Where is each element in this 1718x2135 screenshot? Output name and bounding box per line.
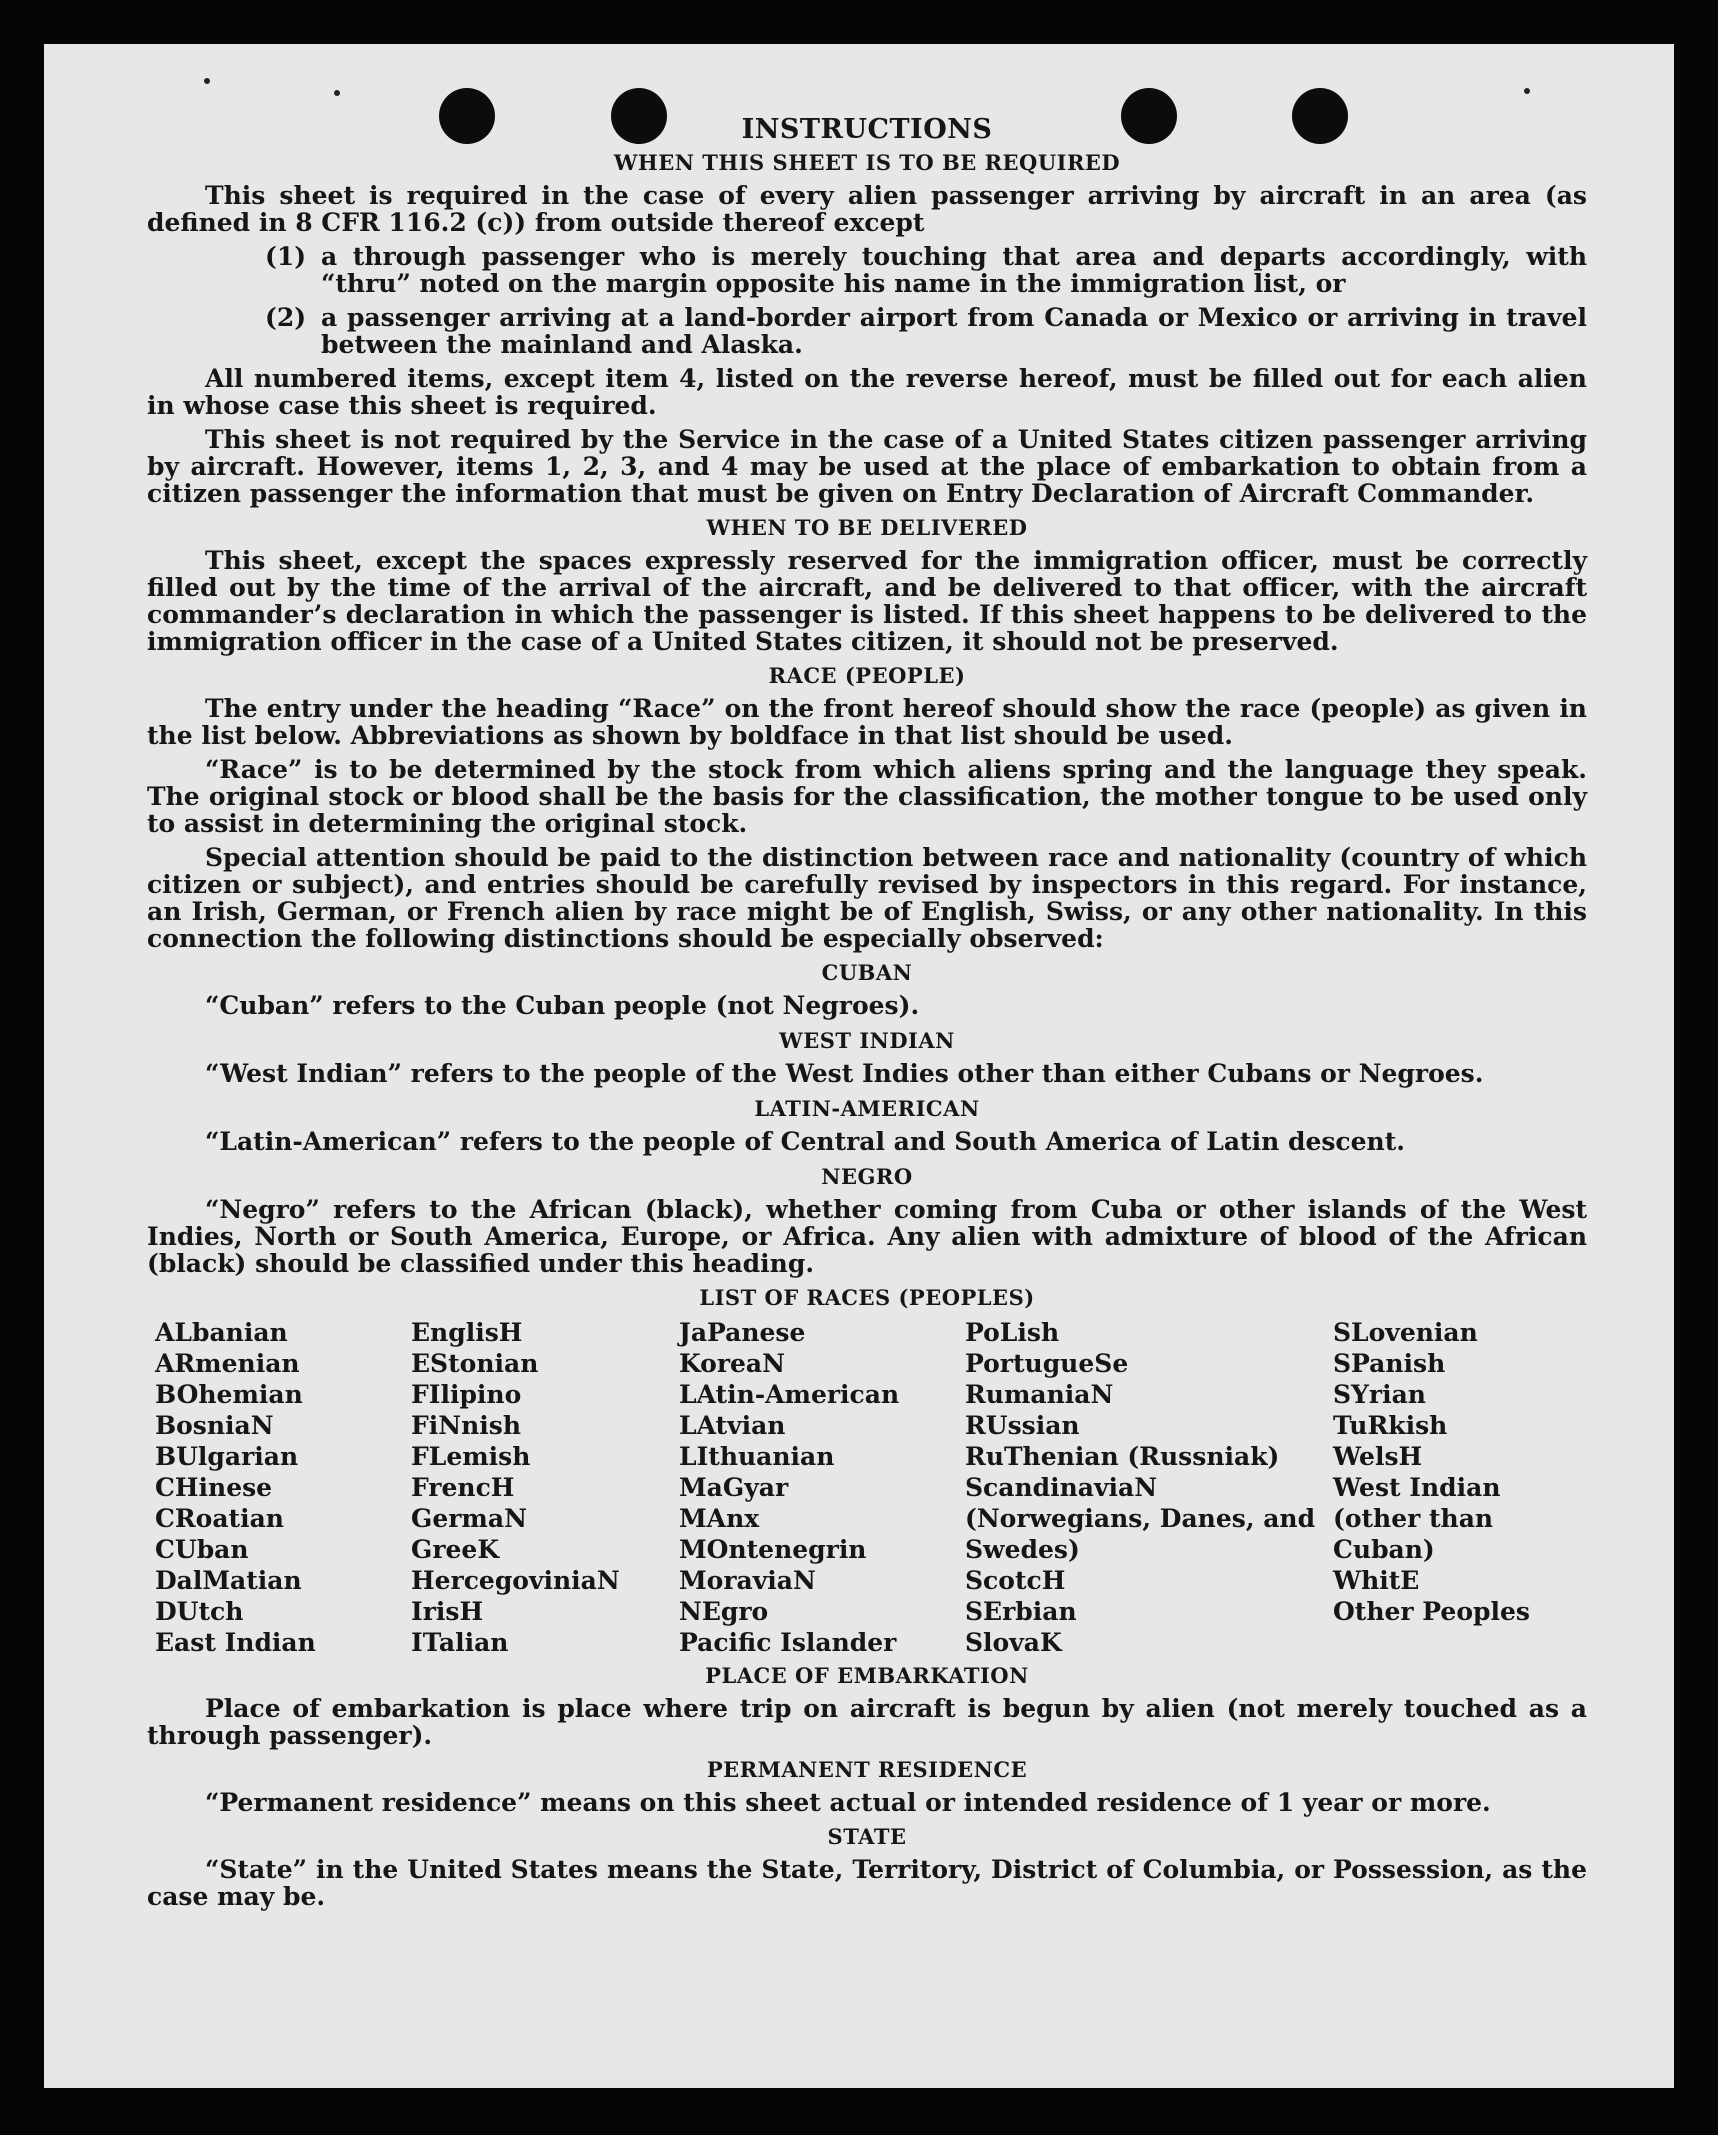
section-heading: WHEN TO BE DELIVERED	[706, 515, 1028, 540]
race-entry: RUssian	[965, 1411, 1080, 1440]
paragraph: “State” in the United States means the State, Territory, District of Columbia, or Possession, as the case may be.	[147, 1855, 1587, 1911]
race-entry: DUtch	[155, 1597, 244, 1626]
race-entry: NEgro	[679, 1597, 769, 1626]
paragraph: This sheet, except the spaces expressly reserved for the immigration officer, must be correctly filled out by the time of the arrival of the aircraft, and be delivered to that officer, with the aircraft commander’s declaration in which the passenger is listed. If this sheet happens to be delivered to the immigration officer in the case of a United States citizen, it should not be preserved.	[147, 546, 1587, 656]
section-heading: WEST INDIAN	[779, 1028, 955, 1053]
race-entry: JaPanese	[679, 1318, 806, 1347]
race-entry: RuThenian (Russniak)	[965, 1442, 1280, 1471]
section-heading: CUBAN	[821, 960, 913, 985]
race-entry: SYrian	[1333, 1380, 1426, 1409]
race-entry: MoraviaN	[679, 1566, 816, 1595]
paragraph: “Race” is to be determined by the stock from which aliens spring and the language they speak. The original stock or blood shall be the basis for the classification, the mother tongue to be used only to assist in determining the original stock.	[147, 755, 1587, 838]
race-entry: LAtvian	[679, 1411, 786, 1440]
race-column	[411, 1317, 679, 1658]
race-entry: SErbian	[965, 1597, 1077, 1626]
paragraph: This sheet is not required by the Service in the case of a United States citizen passenger arriving by aircraft. However, items 1, 2, 3, and 4 may be used at the place of embarkation to obtain from a citizen passenger the information that must be given on Entry Declaration of Aircraft Commander.	[147, 425, 1587, 508]
speck-mark	[1524, 88, 1530, 94]
race-entry: MOntenegrin	[679, 1535, 867, 1564]
race-entry: HercegoviniaN	[411, 1566, 620, 1595]
race-entry: CHinese	[155, 1473, 273, 1502]
definition-text: “West Indian” refers to the people of the West Indies other than either Cubans or Negroes.	[205, 1059, 1484, 1088]
list-item	[265, 243, 1587, 297]
race-entry: ITalian	[411, 1628, 509, 1657]
section-heading: STATE	[827, 1824, 907, 1849]
race-entry: FiNnish	[411, 1411, 522, 1440]
item-number: (2)	[265, 303, 307, 332]
page-title: INSTRUCTIONS	[741, 114, 993, 145]
race-entry: CRoatian	[155, 1504, 284, 1533]
section-heading: RACE (PEOPLE)	[768, 663, 966, 688]
race-entry: IrisH	[411, 1597, 484, 1626]
race-entry: FrencH	[411, 1473, 515, 1502]
race-entry: West Indian (other than Cuban)	[1333, 1473, 1501, 1564]
race-entry: ScandinaviaN (Norwegians, Danes, and Swedes)	[965, 1473, 1316, 1564]
race-entry: ALbanian	[155, 1318, 288, 1347]
section-heading: WHEN THIS SHEET IS TO BE REQUIRED	[613, 150, 1121, 175]
paragraph: Special attention should be paid to the distinction between race and nationality (country of which citizen or subject), and entries should be carefully revised by inspectors in this regard. For instance, an Irish, German, or French alien by race might be of English, Swiss, or any other nationality. In this connection the following distinctions should be especially observed:	[147, 843, 1587, 953]
race-column	[1333, 1317, 1595, 1658]
race-entry: TuRkish	[1333, 1411, 1448, 1440]
race-entry: East Indian	[155, 1628, 316, 1657]
paragraph: Place of embarkation is place where trip on aircraft is begun by alien (not merely touched as a through passenger).	[147, 1694, 1587, 1750]
speck-mark	[334, 90, 340, 96]
race-list	[155, 1317, 1587, 1658]
race-entry: EStonian	[411, 1349, 539, 1378]
paragraph: All numbered items, except item 4, listed on the reverse hereof, must be filled out for each alien in whose case this sheet is required.	[147, 364, 1587, 420]
race-entry: WhitE	[1333, 1566, 1420, 1595]
race-entry: ARmenian	[155, 1349, 300, 1378]
instructions-content	[147, 116, 1587, 1917]
paragraph: This sheet is required in the case of every alien passenger arriving by aircraft in an area (as defined in 8 CFR 116.2 (c)) from outside thereof except	[147, 181, 1587, 237]
race-entry: FIlipino	[411, 1380, 522, 1409]
definition-text: “Cuban” refers to the Cuban people (not Negroes).	[205, 991, 920, 1020]
section-heading: LATIN-AMERICAN	[754, 1096, 980, 1121]
race-entry: FLemish	[411, 1442, 531, 1471]
item-text: a passenger arriving at a land-border airport from Canada or Mexico or arriving in travel between the mainland and Alaska.	[321, 303, 1587, 359]
definition-text: “Latin-American” refers to the people of Central and South America of Latin descent.	[205, 1127, 1405, 1156]
race-entry: MaGyar	[679, 1473, 789, 1502]
race-column	[965, 1317, 1333, 1658]
item-text: a through passenger who is merely touching that area and departs accordingly, with “thru” noted on the margin opposite his name in the immigration list, or	[321, 242, 1587, 298]
race-entry: LAtin-American	[679, 1380, 900, 1409]
race-entry: SPanish	[1333, 1349, 1446, 1378]
race-entry: MAnx	[679, 1504, 760, 1533]
race-entry: WelsH	[1333, 1442, 1423, 1471]
race-entry: Pacific Islander	[679, 1628, 897, 1657]
race-entry: PoLish	[965, 1318, 1060, 1347]
race-entry: KoreaN	[679, 1349, 785, 1378]
race-entry: BosniaN	[155, 1411, 274, 1440]
race-column	[155, 1317, 411, 1658]
paragraph: “Negro” refers to the African (black), whether coming from Cuba or other islands of the West Indies, North or South America, Europe, or Africa. Any alien with admixture of blood of the African (black) should be classified under this heading.	[147, 1195, 1587, 1278]
section-heading: PLACE OF EMBARKATION	[705, 1663, 1029, 1688]
race-entry: ScotcH	[965, 1566, 1066, 1595]
race-entry: RumaniaN	[965, 1380, 1114, 1409]
section-heading: PERMANENT RESIDENCE	[706, 1757, 1028, 1782]
speck-mark	[204, 78, 210, 84]
race-entry: DalMatian	[155, 1566, 302, 1595]
section-heading: LIST OF RACES (PEOPLES)	[699, 1285, 1035, 1310]
race-entry: GermaN	[411, 1504, 527, 1533]
race-entry: SLovenian	[1333, 1318, 1478, 1347]
race-entry: BUlgarian	[155, 1442, 299, 1471]
race-entry: BOhemian	[155, 1380, 303, 1409]
paragraph: The entry under the heading “Race” on the front hereof should show the race (people) as given in the list below. Abbreviations as shown by boldface in that list should be used.	[147, 694, 1587, 750]
document-page	[44, 44, 1674, 2088]
list-item	[265, 304, 1587, 358]
race-entry: Other Peoples	[1333, 1597, 1530, 1626]
race-entry: CUban	[155, 1535, 249, 1564]
race-entry: LIthuanian	[679, 1442, 835, 1471]
paragraph: “Permanent residence” means on this sheet actual or intended residence of 1 year or more.	[205, 1788, 1491, 1817]
race-column	[679, 1317, 965, 1658]
race-entry: PortugueSe	[965, 1349, 1129, 1378]
race-entry: SlovaK	[965, 1628, 1062, 1657]
section-heading: NEGRO	[821, 1164, 913, 1189]
item-number: (1)	[265, 242, 307, 271]
race-entry: EnglisH	[411, 1318, 523, 1347]
race-entry: GreeK	[411, 1535, 500, 1564]
